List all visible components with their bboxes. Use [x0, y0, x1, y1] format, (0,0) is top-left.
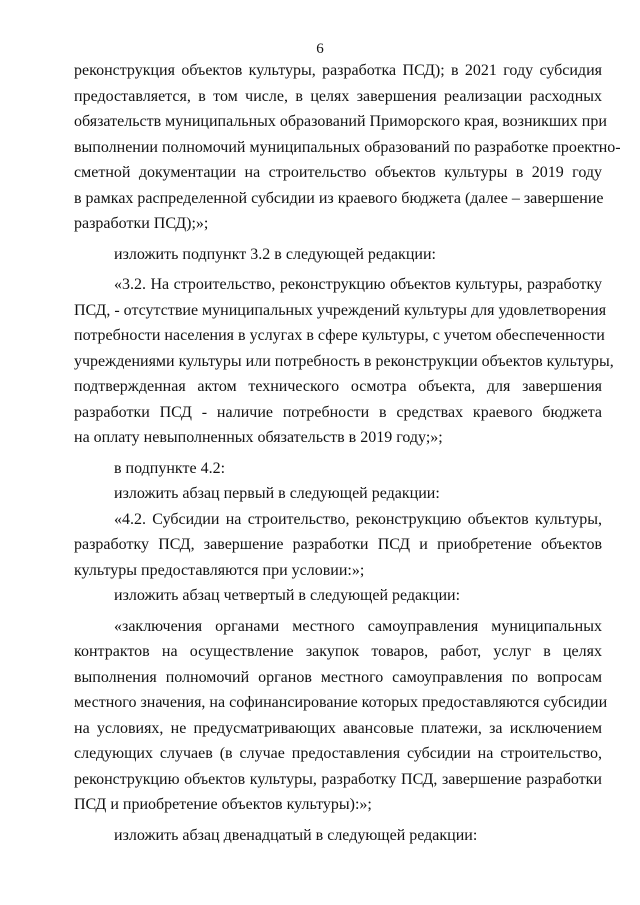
- document-body: [74, 58, 621, 848]
- text-line: местного значения, на софинансирование которых предоставляются субсидии: [74, 694, 608, 711]
- text-line: обязательств муниципальных образований Приморского края, возникших при: [74, 113, 607, 130]
- text-line: ПСД и приобретение объектов культуры):»;: [74, 796, 372, 813]
- text-line: сметной документации на строительство объектов культуры в 2019 году: [74, 164, 602, 181]
- text-line: разработки ПСД);»;: [74, 215, 209, 232]
- text-line: в рамках распределенной субсидии из краевого бюджета (далее – завершение: [74, 189, 604, 207]
- text-line: ПСД, - отсутствие муниципальных учреждений культуры для удовлетворения: [74, 301, 607, 319]
- text-line: выполнения полномочий органов местного самоуправления по вопросам: [74, 668, 602, 686]
- text-line: предоставляется, в том числе, в целях завершения реализации расходных: [74, 87, 602, 105]
- text-line: реконструкцию объектов культуры, разработку ПСД, завершение разработки: [74, 770, 602, 788]
- text-line: следующих случаев (в случае предоставления субсидии на строительство,: [74, 745, 602, 762]
- text-line: изложить абзац двенадцатый в следующей редакции:: [114, 826, 478, 844]
- text-line: выполнении полномочий муниципальных образований по разработке проектно-: [74, 138, 621, 156]
- text-line: «4.2. Субсидии на строительство, реконструкцию объектов культуры,: [114, 510, 602, 528]
- text-line: «заключения органами местного самоуправления муниципальных: [114, 617, 602, 635]
- text-line: подтвержденная актом технического осмотра объекта, для завершения: [74, 378, 602, 395]
- text-line: реконструкция объектов культуры, разработка ПСД); в 2021 году субсидия: [74, 62, 602, 79]
- text-line: изложить абзац первый в следующей редакции:: [114, 485, 440, 502]
- text-line: учреждениями культуры или потребность в реконструкции объектов культуры,: [74, 352, 614, 370]
- text-line: контрактов на осуществление закупок товаров, работ, услуг в целях: [74, 643, 602, 660]
- text-line: на оплату невыполненных обязательств в 2019 году;»;: [74, 429, 443, 446]
- text-line: потребности населения в услугах в сфере культуры, с учетом обеспеченности: [74, 327, 605, 344]
- text-line: разработки ПСД - наличие потребности в средствах краевого бюджета: [74, 403, 602, 421]
- text-line: разработку ПСД, завершение разработки ПСД и приобретение объектов: [74, 536, 602, 553]
- text-line: изложить подпункт 3.2 в следующей редакции:: [114, 245, 436, 263]
- text-line: на условиях, не предусматривающих авансовые платежи, за исключением: [74, 719, 602, 737]
- text-line: культуры предоставляются при условии:»;: [74, 561, 365, 579]
- page-number: 6: [316, 41, 324, 57]
- text-line: «3.2. На строительство, реконструкцию объектов культуры, разработку: [114, 276, 602, 293]
- text-line: изложить абзац четвертый в следующей редакции:: [114, 587, 461, 604]
- text-line: в подпункте 4.2:: [114, 459, 226, 477]
